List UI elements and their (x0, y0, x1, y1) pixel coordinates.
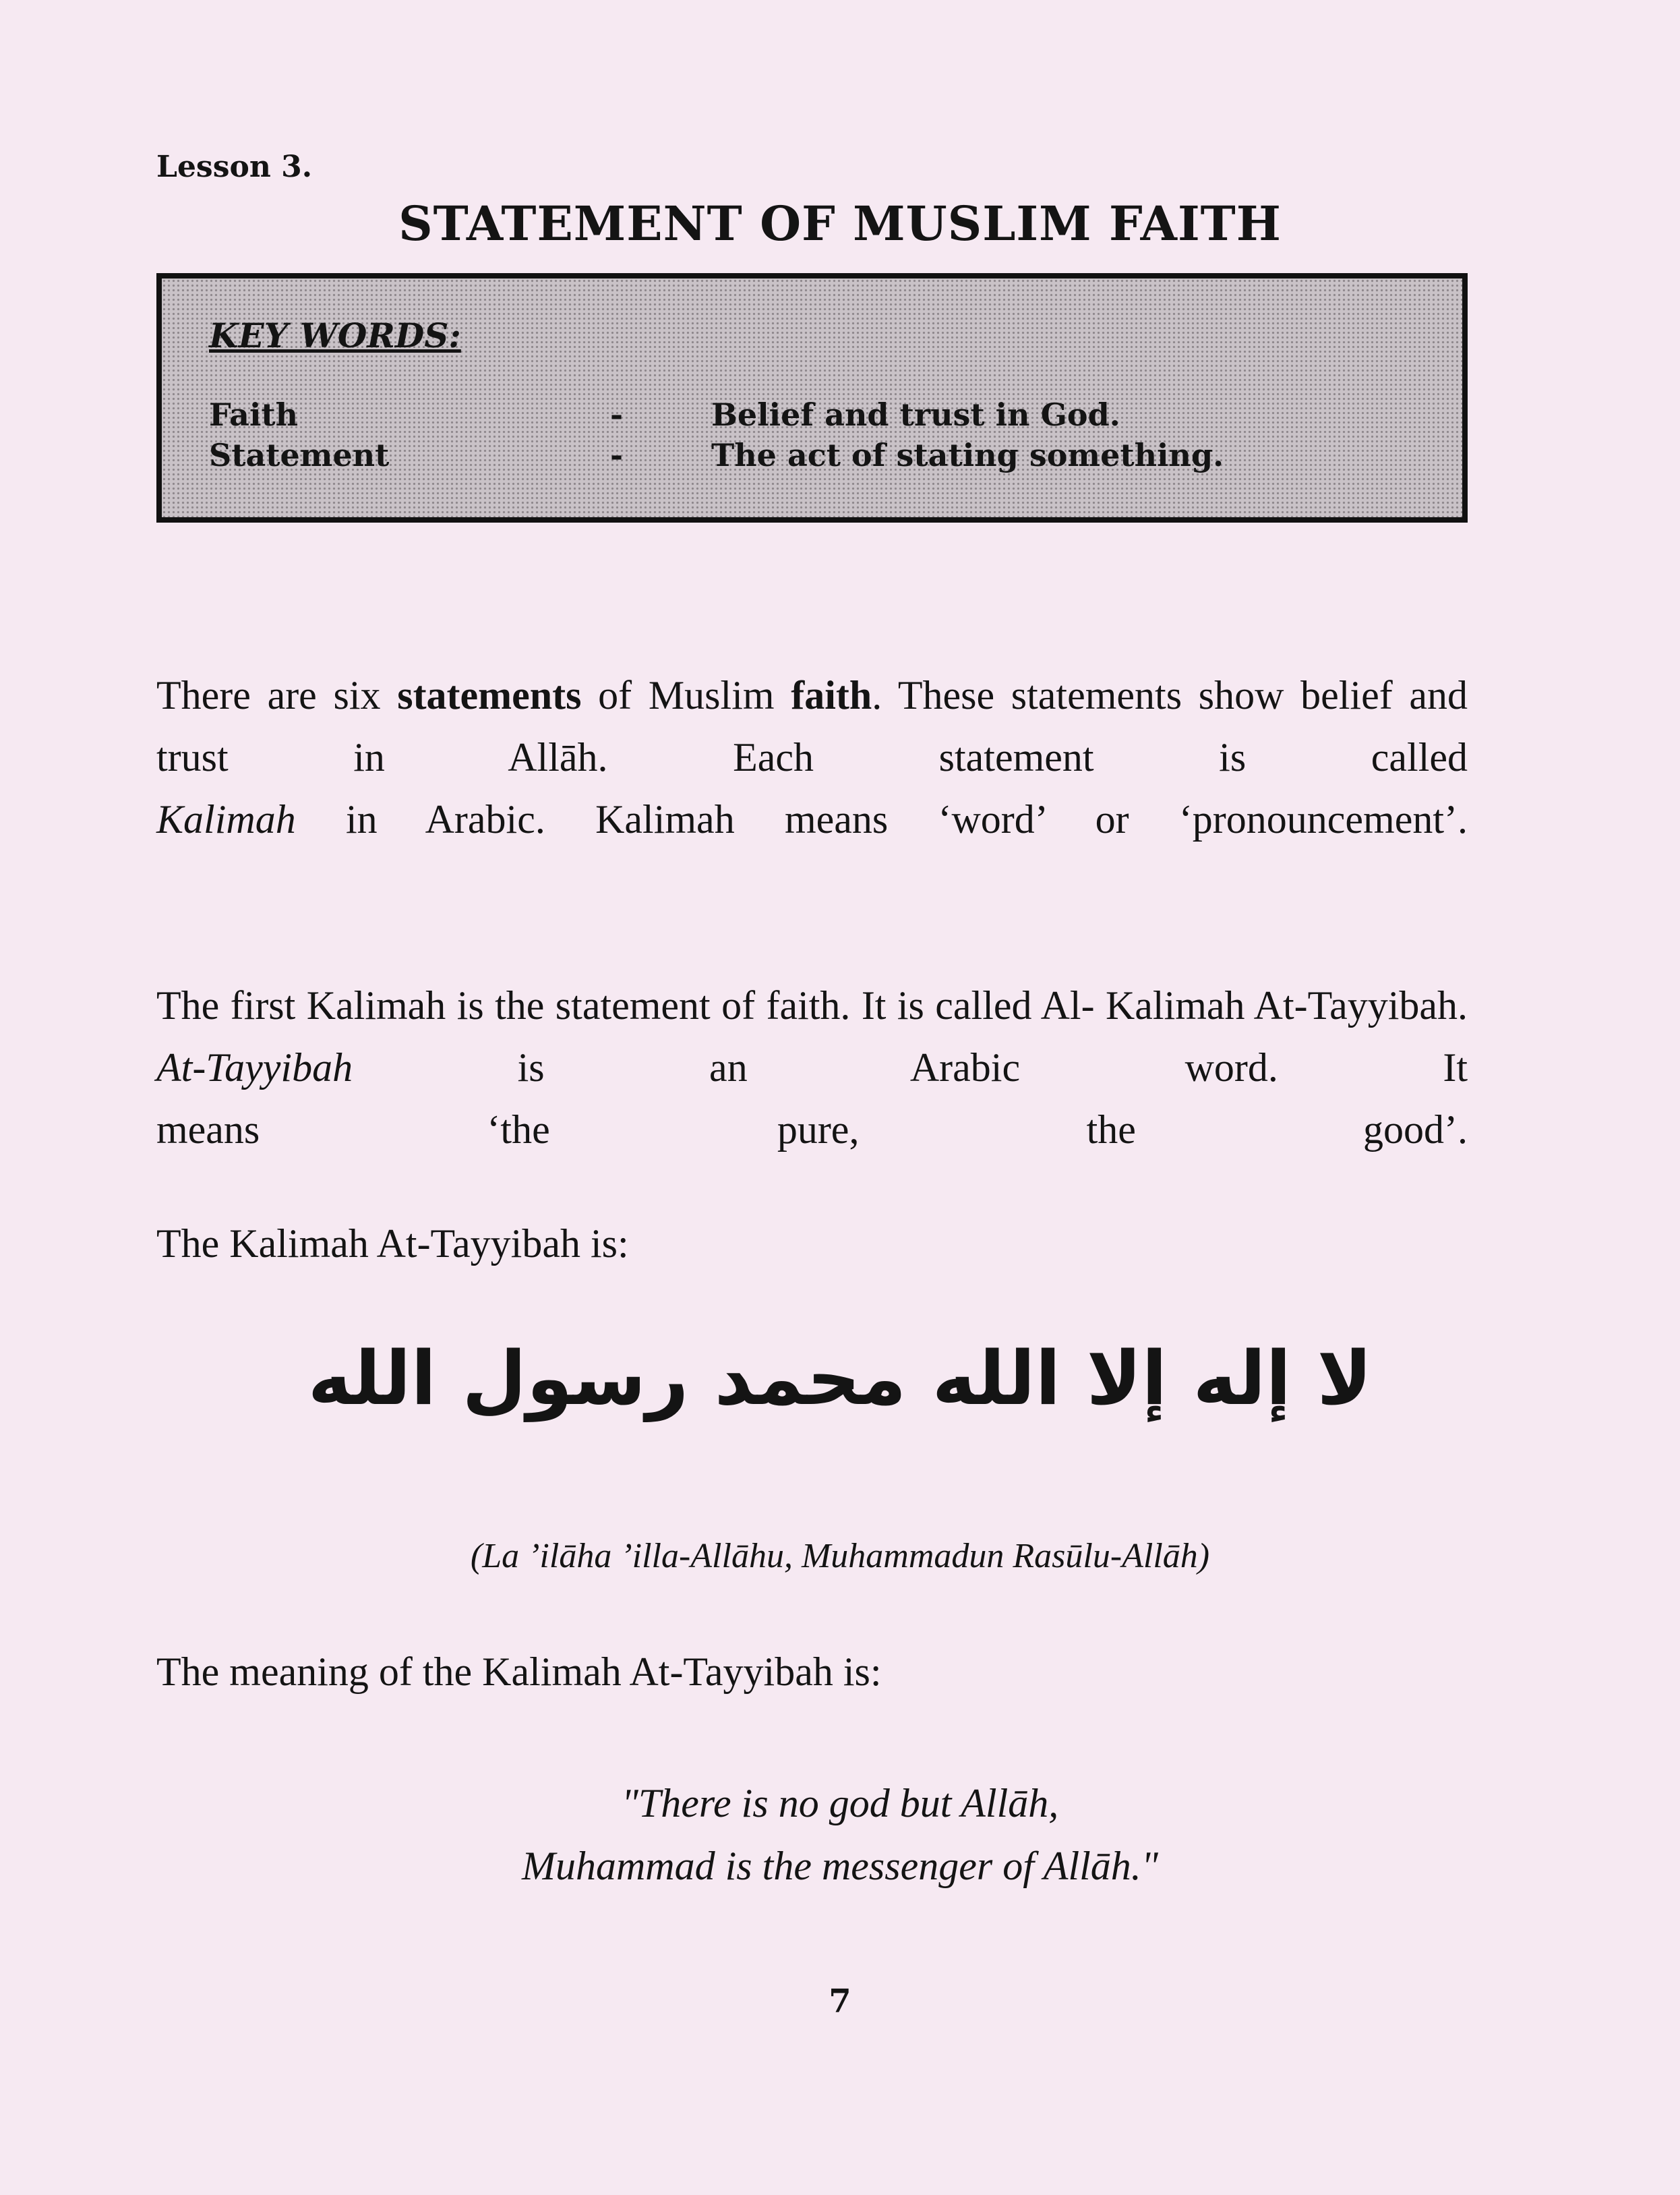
italic-term-kalimah: Kalimah (156, 797, 296, 842)
first-kalimah-paragraph (156, 974, 1468, 1161)
text-run: Kalimah At-Tayyibah. (1105, 983, 1468, 1028)
key-word-definition: The act of stating something. (711, 437, 1224, 473)
bold-term-statements: statements (397, 673, 582, 718)
text-run: is an Arabic word. It (353, 1045, 1468, 1090)
text-run: The first Kalimah is the statement of faith. It is called Al- (156, 983, 1095, 1028)
intro-paragraph (156, 664, 1468, 850)
bold-term-faith: faith (791, 673, 872, 718)
key-word-dash: - (610, 437, 624, 473)
key-word-term: Faith (209, 397, 299, 433)
text-run: show belief and trust in Allāh. Each statement is called (156, 673, 1468, 780)
key-word-term: Statement (209, 437, 390, 473)
meaning-intro: The meaning of the Kalimah At-Tayyibah is: (156, 1649, 882, 1694)
transliteration: (La ’ilāha ’illa-Allāhu, Muhammadun Rasūlu-Allāh) (470, 1537, 1210, 1575)
kalimah-intro: The Kalimah At-Tayyibah is: (156, 1221, 629, 1266)
page-number: 7 (829, 1983, 851, 2020)
text-run: . These statements (872, 673, 1182, 718)
lesson-label: Lesson 3. (156, 150, 313, 184)
text-run: in Arabic. Kalimah means ‘word’ or ‘pronouncement’. (295, 797, 1468, 842)
meaning-line-1: "There is no god but Allāh, (621, 1781, 1059, 1825)
arabic-kalimah: لا إله إلا الله محمد رسول الله (307, 1335, 1373, 1422)
page-title: STATEMENT OF MUSLIM FAITH (398, 196, 1282, 252)
text-line: means ‘the pure, the good’. (156, 1107, 1468, 1152)
meaning-line-2: Muhammad is the messenger of Allāh." (521, 1844, 1158, 1888)
key-words-box (156, 273, 1468, 523)
italic-term-at-tayyibah: At-Tayyibah (156, 1045, 353, 1090)
key-words-heading: KEY WORDS: (209, 316, 461, 355)
key-word-dash: - (610, 397, 624, 433)
text-run: There are six (156, 673, 398, 718)
text-line (156, 788, 1468, 850)
text-run: of Muslim (581, 673, 791, 718)
key-word-definition: Belief and trust in God. (711, 397, 1120, 433)
